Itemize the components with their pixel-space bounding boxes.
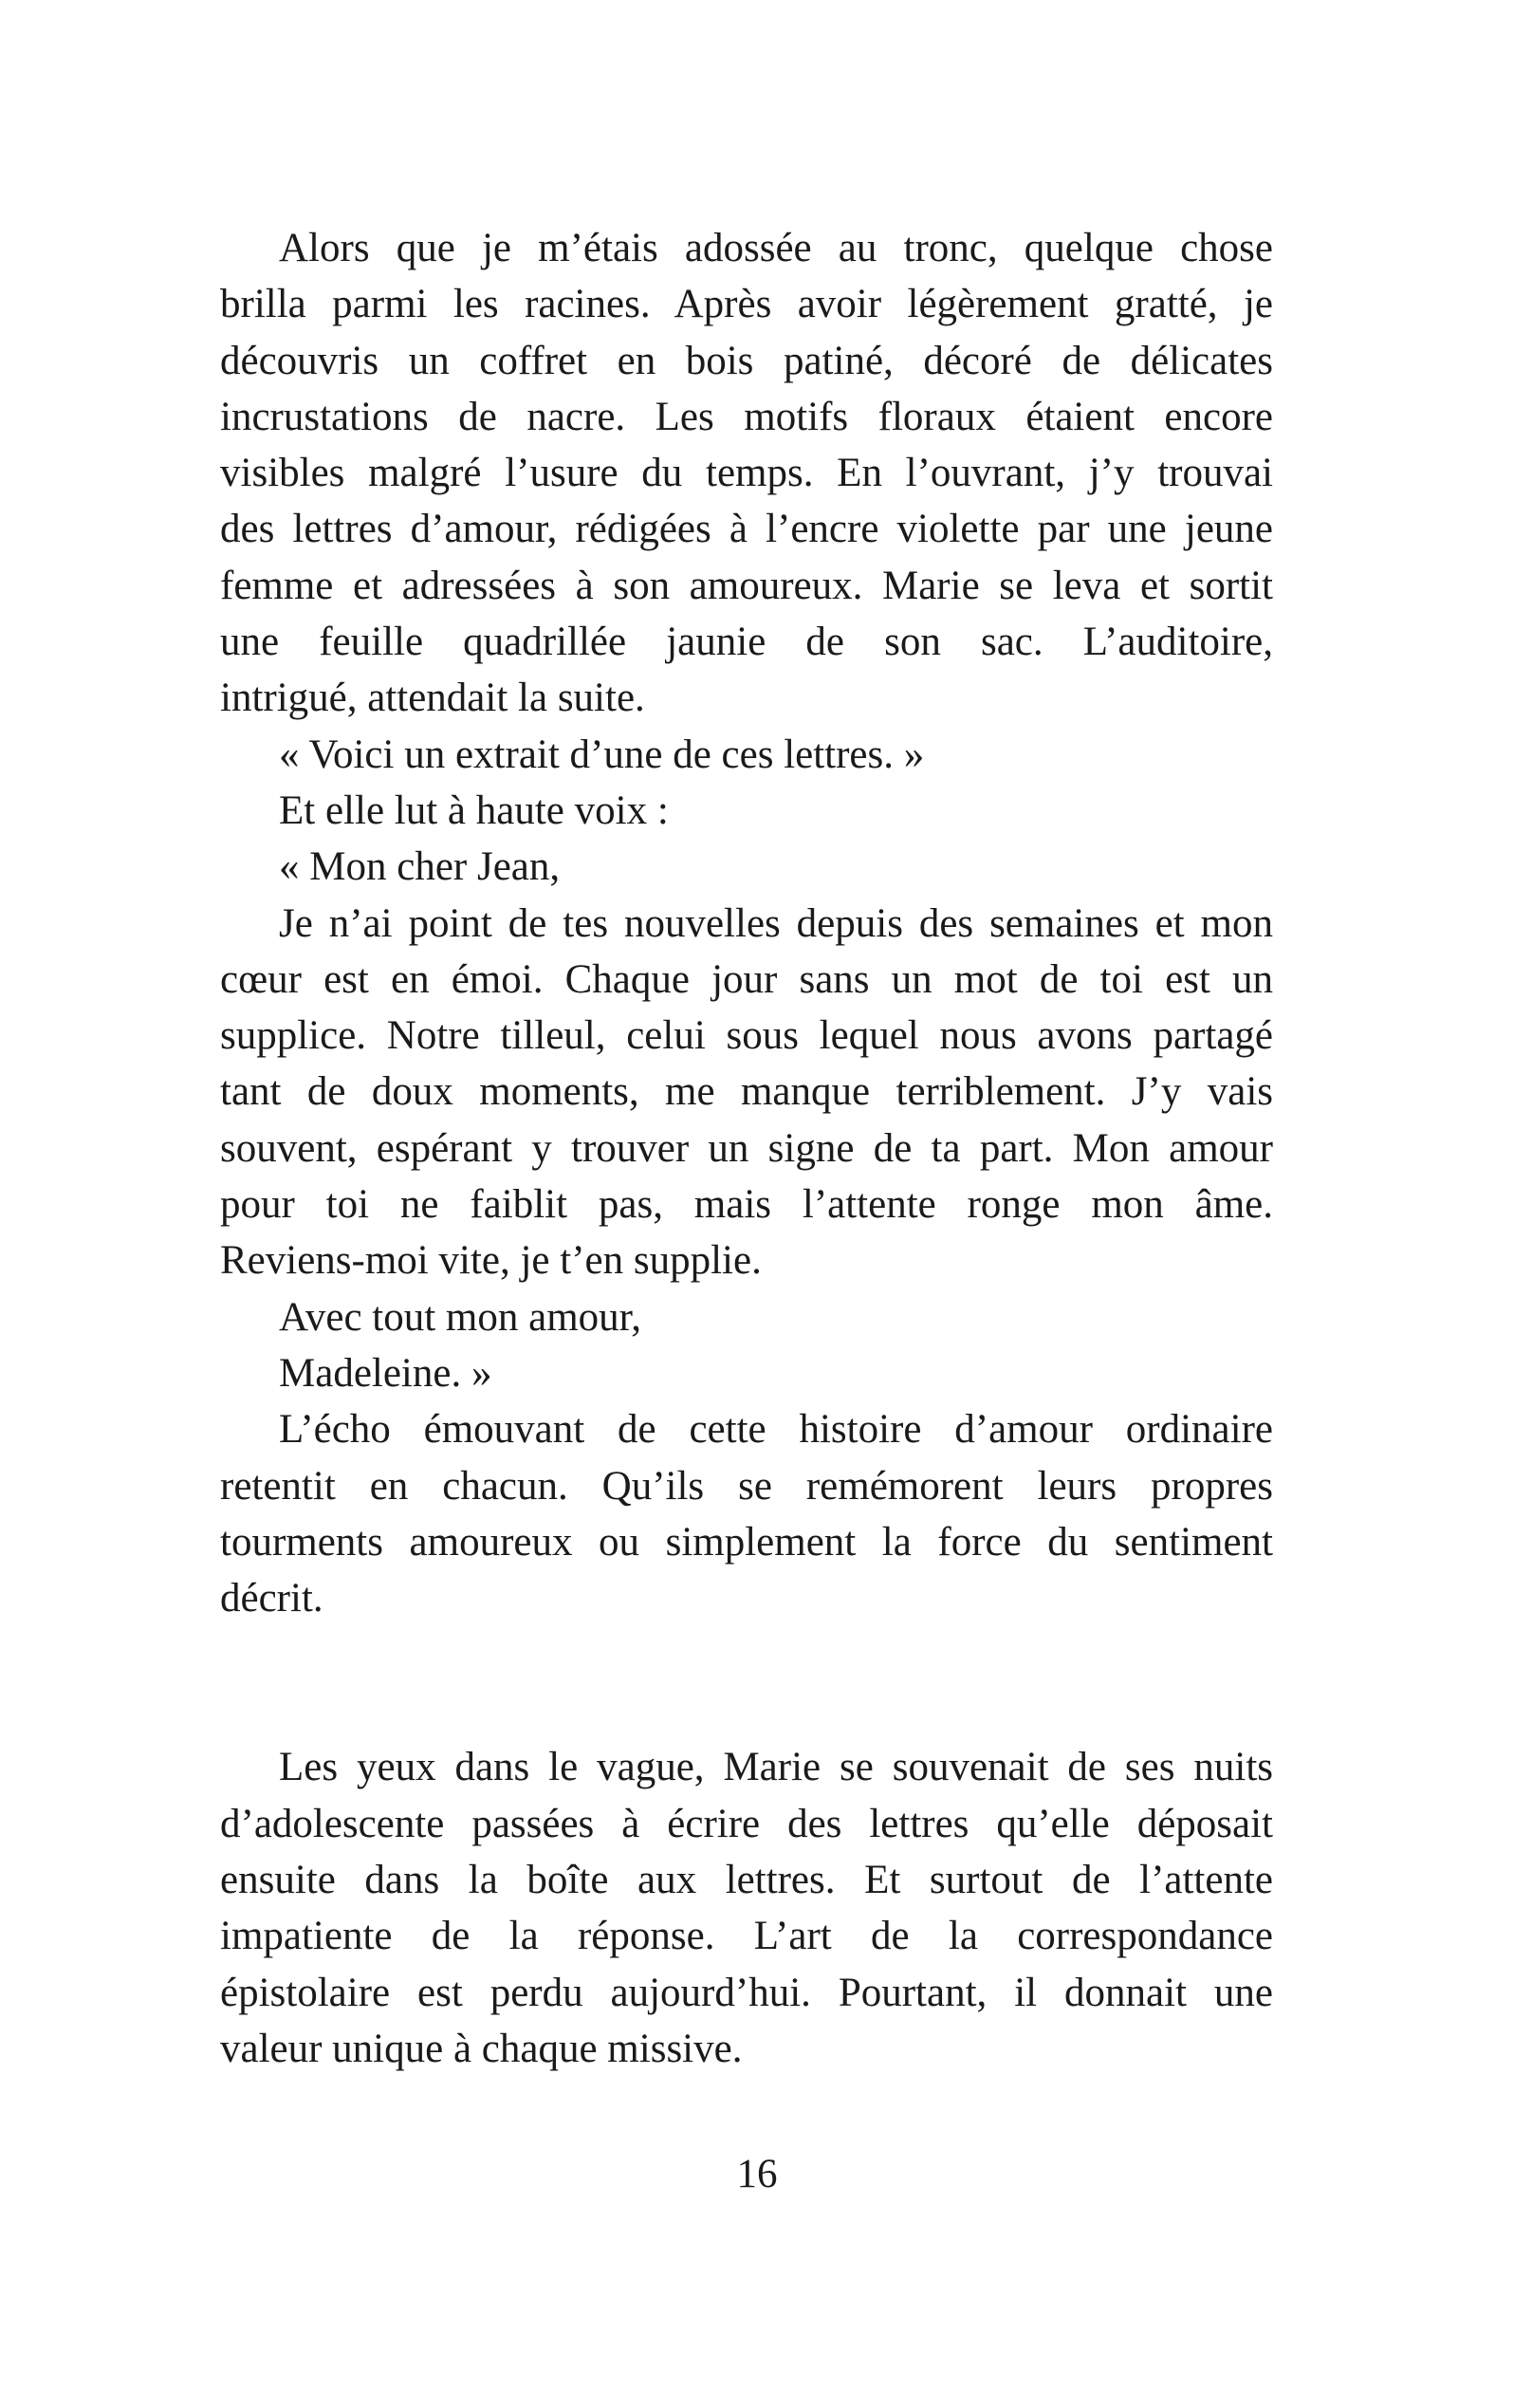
text-line: d’adolescente passées à écrire des lettres qu’elle déposait [220,1801,1273,1846]
page-number: 16 [736,2152,778,2196]
text-line: visibles malgré l’usure du temps. En l’ouvrant, j’y trouvai [220,451,1273,496]
text-line: ensuite dans la boîte aux lettres. Et surtout de l’attente [220,1858,1273,1903]
text-line: Et elle lut à haute voix : [279,787,669,833]
text-line: intrigué, attendait la suite. [220,676,645,721]
text-line: L’écho émouvant de cette histoire d’amour ordinaire [279,1407,1273,1453]
text-line: « Mon cher Jean, [279,844,561,890]
text-line: une feuille quadrillée jaunie de son sac. L’auditoire, [220,620,1273,665]
text-line: retentit en chacun. Qu’ils se remémorent leurs propres [220,1463,1273,1509]
paragraph-voici-extrait [220,727,1273,783]
paragraph-coffret [220,220,1273,727]
text-line: Je n’ai point de tes nouvelles depuis des semaines et mon [279,900,1273,946]
text-line: Les yeux dans le vague, Marie se souvenait de ses nuits [279,1745,1273,1790]
text-line: incrustations de nacre. Les motifs floraux étaient encore [220,394,1273,439]
text-line: souvent, espérant y trouver un signe de ta part. Mon amour [220,1125,1273,1171]
letter-closing [220,1289,1273,1345]
section-break [220,1626,1273,1739]
text-line: décrit. [220,1576,323,1621]
page-body [220,220,1273,2077]
text-line: valeur unique à chaque missive. [220,2026,743,2071]
text-line: Alors que je m’étais adossée au tronc, quelque chose [279,226,1273,270]
text-line: épistolaire est perdu aujourd’hui. Pourtant, il donnait une [220,1970,1273,2015]
text-line: supplice. Notre tilleul, celui sous lequel nous avons partagé [220,1013,1273,1059]
text-line: cœur est en émoi. Chaque jour sans un mot de toi est un [220,956,1273,1002]
paragraph-marie-souvenir [220,1739,1273,2077]
text-line: des lettres d’amour, rédigées à l’encre violette par une jeune [220,507,1273,552]
paragraph-lut-haute-voix [220,783,1273,839]
letter-salutation [220,839,1273,895]
text-line: brilla parmi les racines. Après avoir légèrement gratté, je [220,282,1273,327]
letter-signature [220,1345,1273,1401]
text-line: Madeleine. » [279,1350,492,1396]
letter-body [220,896,1273,1289]
text-line: impatiente de la réponse. L’art de la correspondance [220,1914,1273,1959]
text-line: Avec tout mon amour, [279,1294,642,1340]
text-line: pour toi ne faiblit pas, mais l’attente ronge mon âme. [220,1182,1273,1228]
text-line: femme et adressées à son amoureux. Marie se leva et sortit [220,563,1273,608]
text-line: tant de doux moments, me manque terriblement. J’y vais [220,1069,1273,1115]
text-line: Reviens-moi vite, je t’en supplie. [220,1238,762,1284]
paragraph-echo [220,1401,1273,1626]
text-line: découvris un coffret en bois patiné, décoré de délicates [220,338,1273,383]
text-line: « Voici un extrait d’une de ces lettres. » [279,732,925,777]
text-line: tourments amoureux ou simplement la force du sentiment [220,1519,1273,1565]
